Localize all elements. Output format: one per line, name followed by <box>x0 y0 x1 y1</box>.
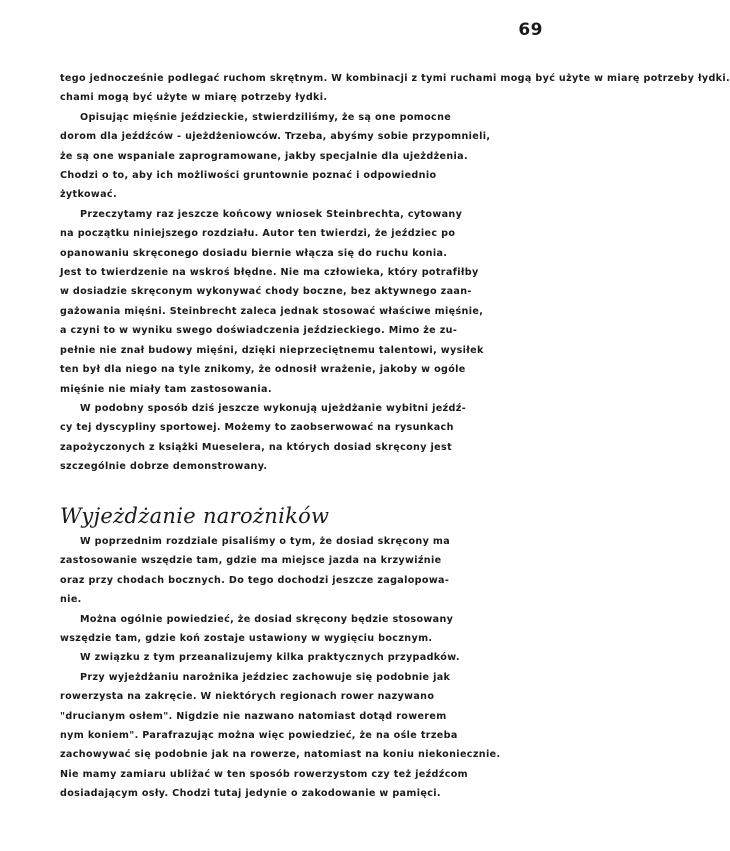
text-line: gażowania mięśni. Steinbrecht zaleca jednak stosować właściwe mięśnie, <box>60 305 484 317</box>
text-line: że są one wspaniale zaprogramowane, jakby specjalnie dla ujeżdżenia. <box>60 150 468 162</box>
text-line: "drucianym osłem". Nigdzie nie nazwano natomiast dotąd rowerem <box>60 710 447 722</box>
text-line: a czyni to w wyniku swego doświadczenia jeździeckiego. Mimo że zu- <box>60 325 458 337</box>
text-line: w dosiadzie skręconym wykonywać chody boczne, bez aktywnego zaan- <box>60 286 472 298</box>
text-line: rowerzysta na zakręcie. W niektórych regionach rower nazywano <box>60 691 435 703</box>
text-line: Chodzi o to, aby ich możliwości gruntownie poznać i odpowiednio <box>60 170 437 182</box>
text-line: opanowaniu skręconego dosiadu biernie włącza się do ruchu konia. <box>60 247 448 259</box>
text-line: W poprzednim rozdziale pisaliśmy o tym, że dosiad skręcony ma <box>80 536 451 547</box>
text-line: Przy wyjeżdżaniu narożnika jeździec zachowuje się podobnie jak <box>80 671 451 683</box>
text-line: pełnie nie znał budowy mięśni, dzięki nieprzeciętnemu talentowi, wysiłek <box>60 344 484 356</box>
text-line: Można ogólnie powiedzieć, że dosiad skręcony będzie stosowany <box>80 613 454 625</box>
text-line: zapożyczonych z książki Mueselera, na których dosiad skręcony jest <box>60 441 453 453</box>
section-heading: Wyjeżdżanie narożników <box>60 504 330 529</box>
text-line: W podobny sposób dziś jeszcze wykonują ujeżdżanie wybitni jeźdź- <box>80 402 467 414</box>
page-number: 69 <box>518 20 543 40</box>
text-line: zastosowanie wszędzie tam, gdzie ma miejsce jazda na krzywiźnie <box>60 555 442 567</box>
text-line: ten był dla niego na tyle znikomy, że odnosił wrażenie, jakoby w ogóle <box>60 364 466 376</box>
text-line: Przeczytamy raz jeszcze końcowy wniosek Steinbrechta, cytowany <box>80 208 463 220</box>
text-line: oraz przy chodach bocznych. Do tego dochodzi jeszcze zagalopowa- <box>60 574 450 586</box>
text-line: dorom dla jeźdźców - ujeżdżeniowców. Trzeba, abyśmy sobie przypomnieli, <box>60 131 491 143</box>
text-line: Nie mamy zamiaru ubliżać w ten sposób rowerzystom czy też jeźdźcom <box>60 768 469 780</box>
body-text-top <box>60 69 730 477</box>
text-line: Opisując mięśnie jeździeckie, stwierdziliśmy, że są one pomocne <box>80 111 452 123</box>
text-line: zachowywać się podobnie jak na rowerze, natomiast na koniu niekoniecznie. <box>60 749 501 761</box>
text-line: żytkować. <box>60 189 117 201</box>
text-line: W związku z tym przeanalizujemy kilka praktycznych przypadków. <box>80 652 460 664</box>
text-line: na początku niniejszego rozdziału. Autor ten twierdzi, że jeździec po <box>60 228 456 240</box>
text-line: tego jednocześnie podlegać ruchom skrętnym. W kombinacji z tymi ruchami mogą być użyte w miarę potrzeby łydki. <box>60 73 730 84</box>
text-line: dosiadającym osły. Chodzi tutaj jedynie o zakodowanie w pamięci. <box>60 788 441 800</box>
text-line: szczególnie dobrze demonstrowany. <box>60 461 268 473</box>
text-line: nie. <box>60 594 82 606</box>
text-line: Jest to twierdzenie na wskroś błędne. Nie ma człowieka, który potrafiłby <box>60 267 479 279</box>
text-line: nym koniem". Parafrazując można więc powiedzieć, że na ośle trzeba <box>60 730 458 742</box>
text-line: wszędzie tam, gdzie koń zostaje ustawiony w wygięciu bocznym. <box>60 633 433 645</box>
body-text-bottom <box>60 532 530 804</box>
text-line: mięśnie nie miały tam zastosowania. <box>60 383 272 395</box>
text-line: chami mogą być użyte w miarę potrzeby łydki. <box>60 92 328 104</box>
text-line: cy tej dyscypliny sportowej. Możemy to zaobserwować na rysunkach <box>60 422 454 434</box>
